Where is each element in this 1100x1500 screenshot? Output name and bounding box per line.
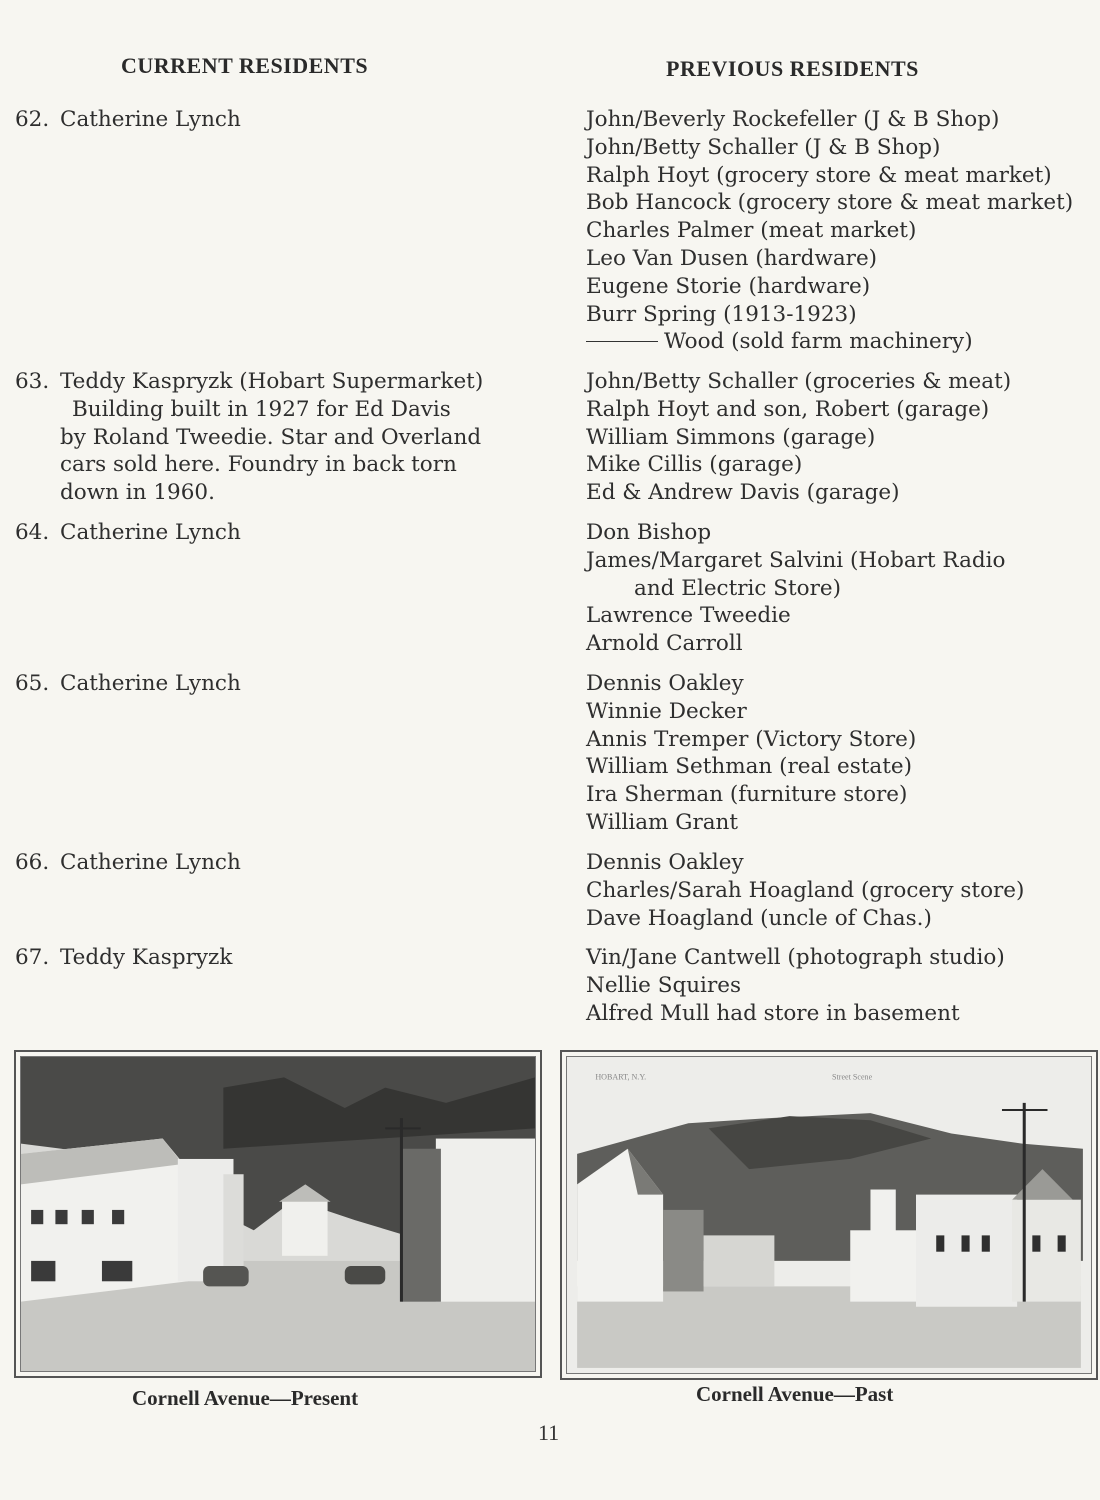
- previous-resident: Dennis Oakley: [586, 671, 744, 696]
- caption-past: Cornell Avenue—Past: [696, 1382, 894, 1406]
- entry-number: 63.: [15, 369, 50, 394]
- previous-resident: Charles Palmer (meat market): [586, 218, 917, 244]
- previous-resident: Dave Hoagland (uncle of Chas.): [586, 905, 932, 931]
- previous-resident: Winnie Decker: [586, 698, 747, 724]
- previous-resident: Lawrence Tweedie: [586, 603, 791, 629]
- previous-resident: Ed & Andrew Davis (garage): [586, 480, 900, 506]
- photo-cornell-avenue-present: [14, 1050, 542, 1378]
- previous-resident: William Simmons (garage): [586, 424, 876, 450]
- building-note: Building built in 1927 for Ed Davis by Roland Tweedie. Star and Overland cars sold here. Foundry in back torn down in 1960.: [60, 396, 482, 506]
- previous-resident-continued: and Electric Store): [634, 575, 841, 601]
- entry-62-previous: [586, 106, 1091, 356]
- previous-resident: Annis Tremper (Victory Store): [586, 726, 917, 752]
- previous-resident: James/Margaret Salvini (Hobart Radio: [586, 547, 1006, 573]
- previous-resident: Charles/Sarah Hoagland (grocery store): [586, 877, 1025, 903]
- past-photo-stamp-left: HOBART, N.Y.: [595, 1072, 647, 1082]
- entry-66-previous: [586, 849, 1091, 932]
- entry-63-previous: [586, 368, 1091, 507]
- current-resident: Teddy Kaspryzk (Hobart Supermarket): [60, 369, 484, 394]
- previous-resident: John/Beverly Rockefeller (J & B Shop): [586, 107, 1000, 132]
- current-resident: Teddy Kaspryzk: [60, 945, 233, 970]
- current-residents-heading: CURRENT RESIDENTS: [121, 53, 369, 78]
- previous-resident: Arnold Carroll: [586, 631, 743, 657]
- previous-resident: Mike Cillis (garage): [586, 452, 803, 478]
- previous-resident: Nellie Squires: [586, 972, 741, 998]
- entry-64-current: [15, 519, 535, 547]
- previous-resident: Alfred Mull had store in basement: [586, 1000, 960, 1026]
- current-resident: Catherine Lynch: [60, 850, 241, 875]
- previous-resident: Wood (sold farm machinery): [586, 328, 1091, 356]
- current-resident: Catherine Lynch: [60, 520, 241, 545]
- previous-resident: Don Bishop: [586, 520, 712, 545]
- entry-62-current: [15, 106, 535, 134]
- previous-resident: Ralph Hoyt and son, Robert (garage): [586, 396, 990, 422]
- previous-resident: Dennis Oakley: [586, 850, 744, 875]
- previous-resident: Ralph Hoyt (grocery store & meat market): [586, 162, 1052, 188]
- blank-line: [586, 341, 658, 342]
- page-number: 11: [538, 1420, 560, 1445]
- entry-65-current: [15, 670, 535, 698]
- previous-resident: John/Betty Schaller (J & B Shop): [586, 134, 941, 160]
- previous-resident: Burr Spring (1913-1923): [586, 301, 857, 327]
- previous-resident: Leo Van Dusen (hardware): [586, 245, 878, 271]
- entry-65-previous: [586, 670, 1091, 837]
- entry-number: 67.: [15, 945, 50, 970]
- previous-resident: William Grant: [586, 809, 739, 835]
- past-photo-stamp-right: Street Scene: [832, 1072, 873, 1082]
- previous-resident: John/Betty Schaller (groceries & meat): [586, 369, 1012, 394]
- entry-66-current: [15, 849, 535, 877]
- street-photo-present-image: [21, 1057, 535, 1371]
- previous-resident: Ira Sherman (furniture store): [586, 782, 908, 808]
- entry-number: 62.: [15, 107, 50, 132]
- previous-residents-heading: PREVIOUS RESIDENTS: [666, 56, 919, 81]
- previous-resident: Bob Hancock (grocery store & meat market): [586, 190, 1074, 216]
- current-resident: Catherine Lynch: [60, 107, 241, 132]
- previous-resident: Vin/Jane Cantwell (photograph studio): [586, 945, 1005, 970]
- entry-67-current: [15, 944, 535, 972]
- entry-number: 65.: [15, 671, 50, 696]
- entry-63-current: [15, 368, 535, 507]
- entry-number: 64.: [15, 520, 50, 545]
- previous-resident: Eugene Storie (hardware): [586, 273, 871, 299]
- previous-resident: William Sethman (real estate): [586, 754, 912, 780]
- entry-64-previous: [586, 519, 1091, 658]
- entry-67-previous: [586, 944, 1091, 1027]
- photo-cornell-avenue-past: [560, 1050, 1098, 1380]
- entry-number: 66.: [15, 850, 50, 875]
- caption-present: Cornell Avenue—Present: [132, 1386, 359, 1410]
- street-photo-past-image: [567, 1057, 1091, 1373]
- current-resident: Catherine Lynch: [60, 671, 241, 696]
